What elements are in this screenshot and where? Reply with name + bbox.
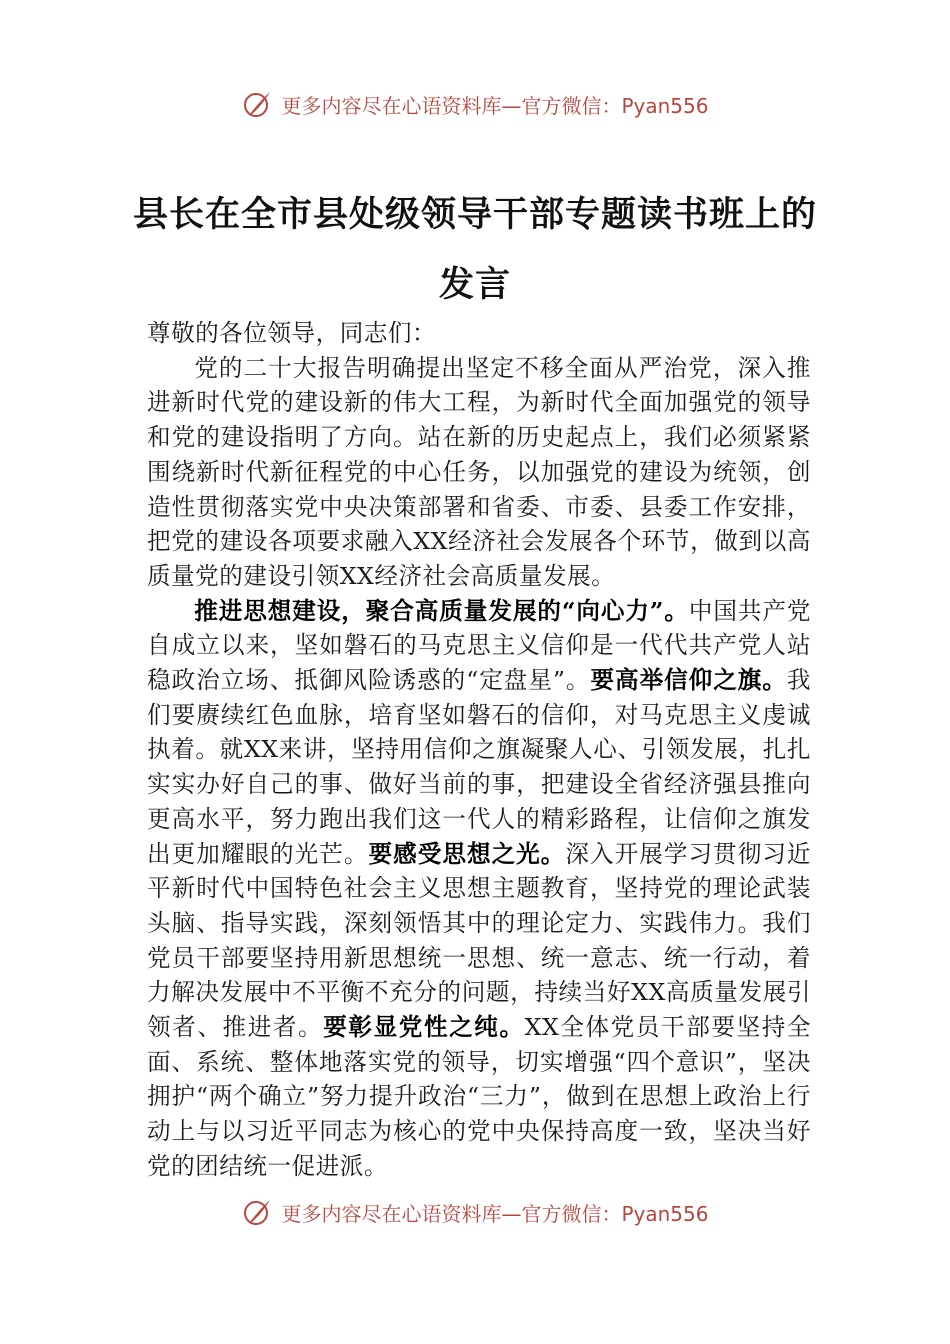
document-body: [147, 316, 811, 1184]
body-paragraph: [147, 351, 811, 594]
text-run: 中国共产党自成立以来，坚如磐石的马克思主义信仰是一代代共产党人站稳政治立场、抵御风险诱惑的“定盘星”。: [147, 596, 812, 695]
quill-logo-icon: [241, 1198, 273, 1228]
text-run: XX全体党员干部要坚持全面、系统、整体地落实党的领导，切实增强“四个意识”，坚决拥护“两个确立”努力提升政治“三力”，做到在思想上政治上行动上与以习近平同志为核心的党中央保持高度一致，坚决当好党的团结统一促进派。: [147, 1013, 812, 1180]
watermark-banner-bottom: [0, 1198, 950, 1240]
text-run: 深入开展学习贯彻习近平新时代中国特色社会主义思想主题教育，坚持党的理论武装头脑、指导实践，深刻领悟其中的理论定力、实践伟力。我们党员干部要坚持用新思想统一思想、统一意志、统一行动，着力解决发展中不平衡不充分的问题，持续当好XX高质量发展引领者、推进者。: [147, 839, 812, 1042]
salutation: 尊敬的各位领导，同志们：: [147, 319, 437, 347]
quill-logo-icon: [241, 88, 273, 120]
text-run: 党的二十大报告明确提出坚定不移全面从严治党，深入推进新时代党的建设新的伟大工程，为新时代全面加强党的领导和党的建设指明了方向。站在新的历史起点上，我们必须紧紧围绕新时代新征程党的中心任务，以加强党的建设为统领，创造性贯彻落实党中央决策部署和省委、市委、县委工作安排，把党的建设各项要求融入XX经济社会发展各个环节，做到以高质量党的建设引领XX经济社会高质量发展。: [147, 353, 811, 590]
bold-heading-run: 要感受思想之光。: [368, 839, 566, 868]
document-title: 县长在全市县处级领导干部专题读书班上的发言: [132, 194, 817, 305]
bold-heading-run: 要彰显党性之纯。: [323, 1013, 525, 1042]
bold-heading-run: 要高举信仰之旗。: [590, 666, 787, 695]
paragraph-list: [147, 351, 811, 1184]
watermark-text: 更多内容尽在心语资料库—官方微信：Pyan556: [281, 1201, 709, 1226]
watermark-banner-top: [0, 82, 950, 126]
body-paragraph: [147, 594, 811, 1184]
text-run: 我们要赓续红色血脉，培育坚如磐石的信仰，对马克思主义虔诚执着。就XX来讲，坚持用信仰之旗凝聚人心、引领发展，扎扎实实办好自己的事、做好当前的事，把建设全省经济强县推向更高水平，努力跑出我们这一代人的精彩路程，让信仰之旗发出更加耀眼的光芒。: [147, 666, 811, 868]
watermark-text: 更多内容尽在心语资料库—官方微信：Pyan556: [281, 93, 709, 118]
bold-heading-run: 推进思想建设，聚合高质量发展的“向心力”。: [194, 596, 689, 625]
